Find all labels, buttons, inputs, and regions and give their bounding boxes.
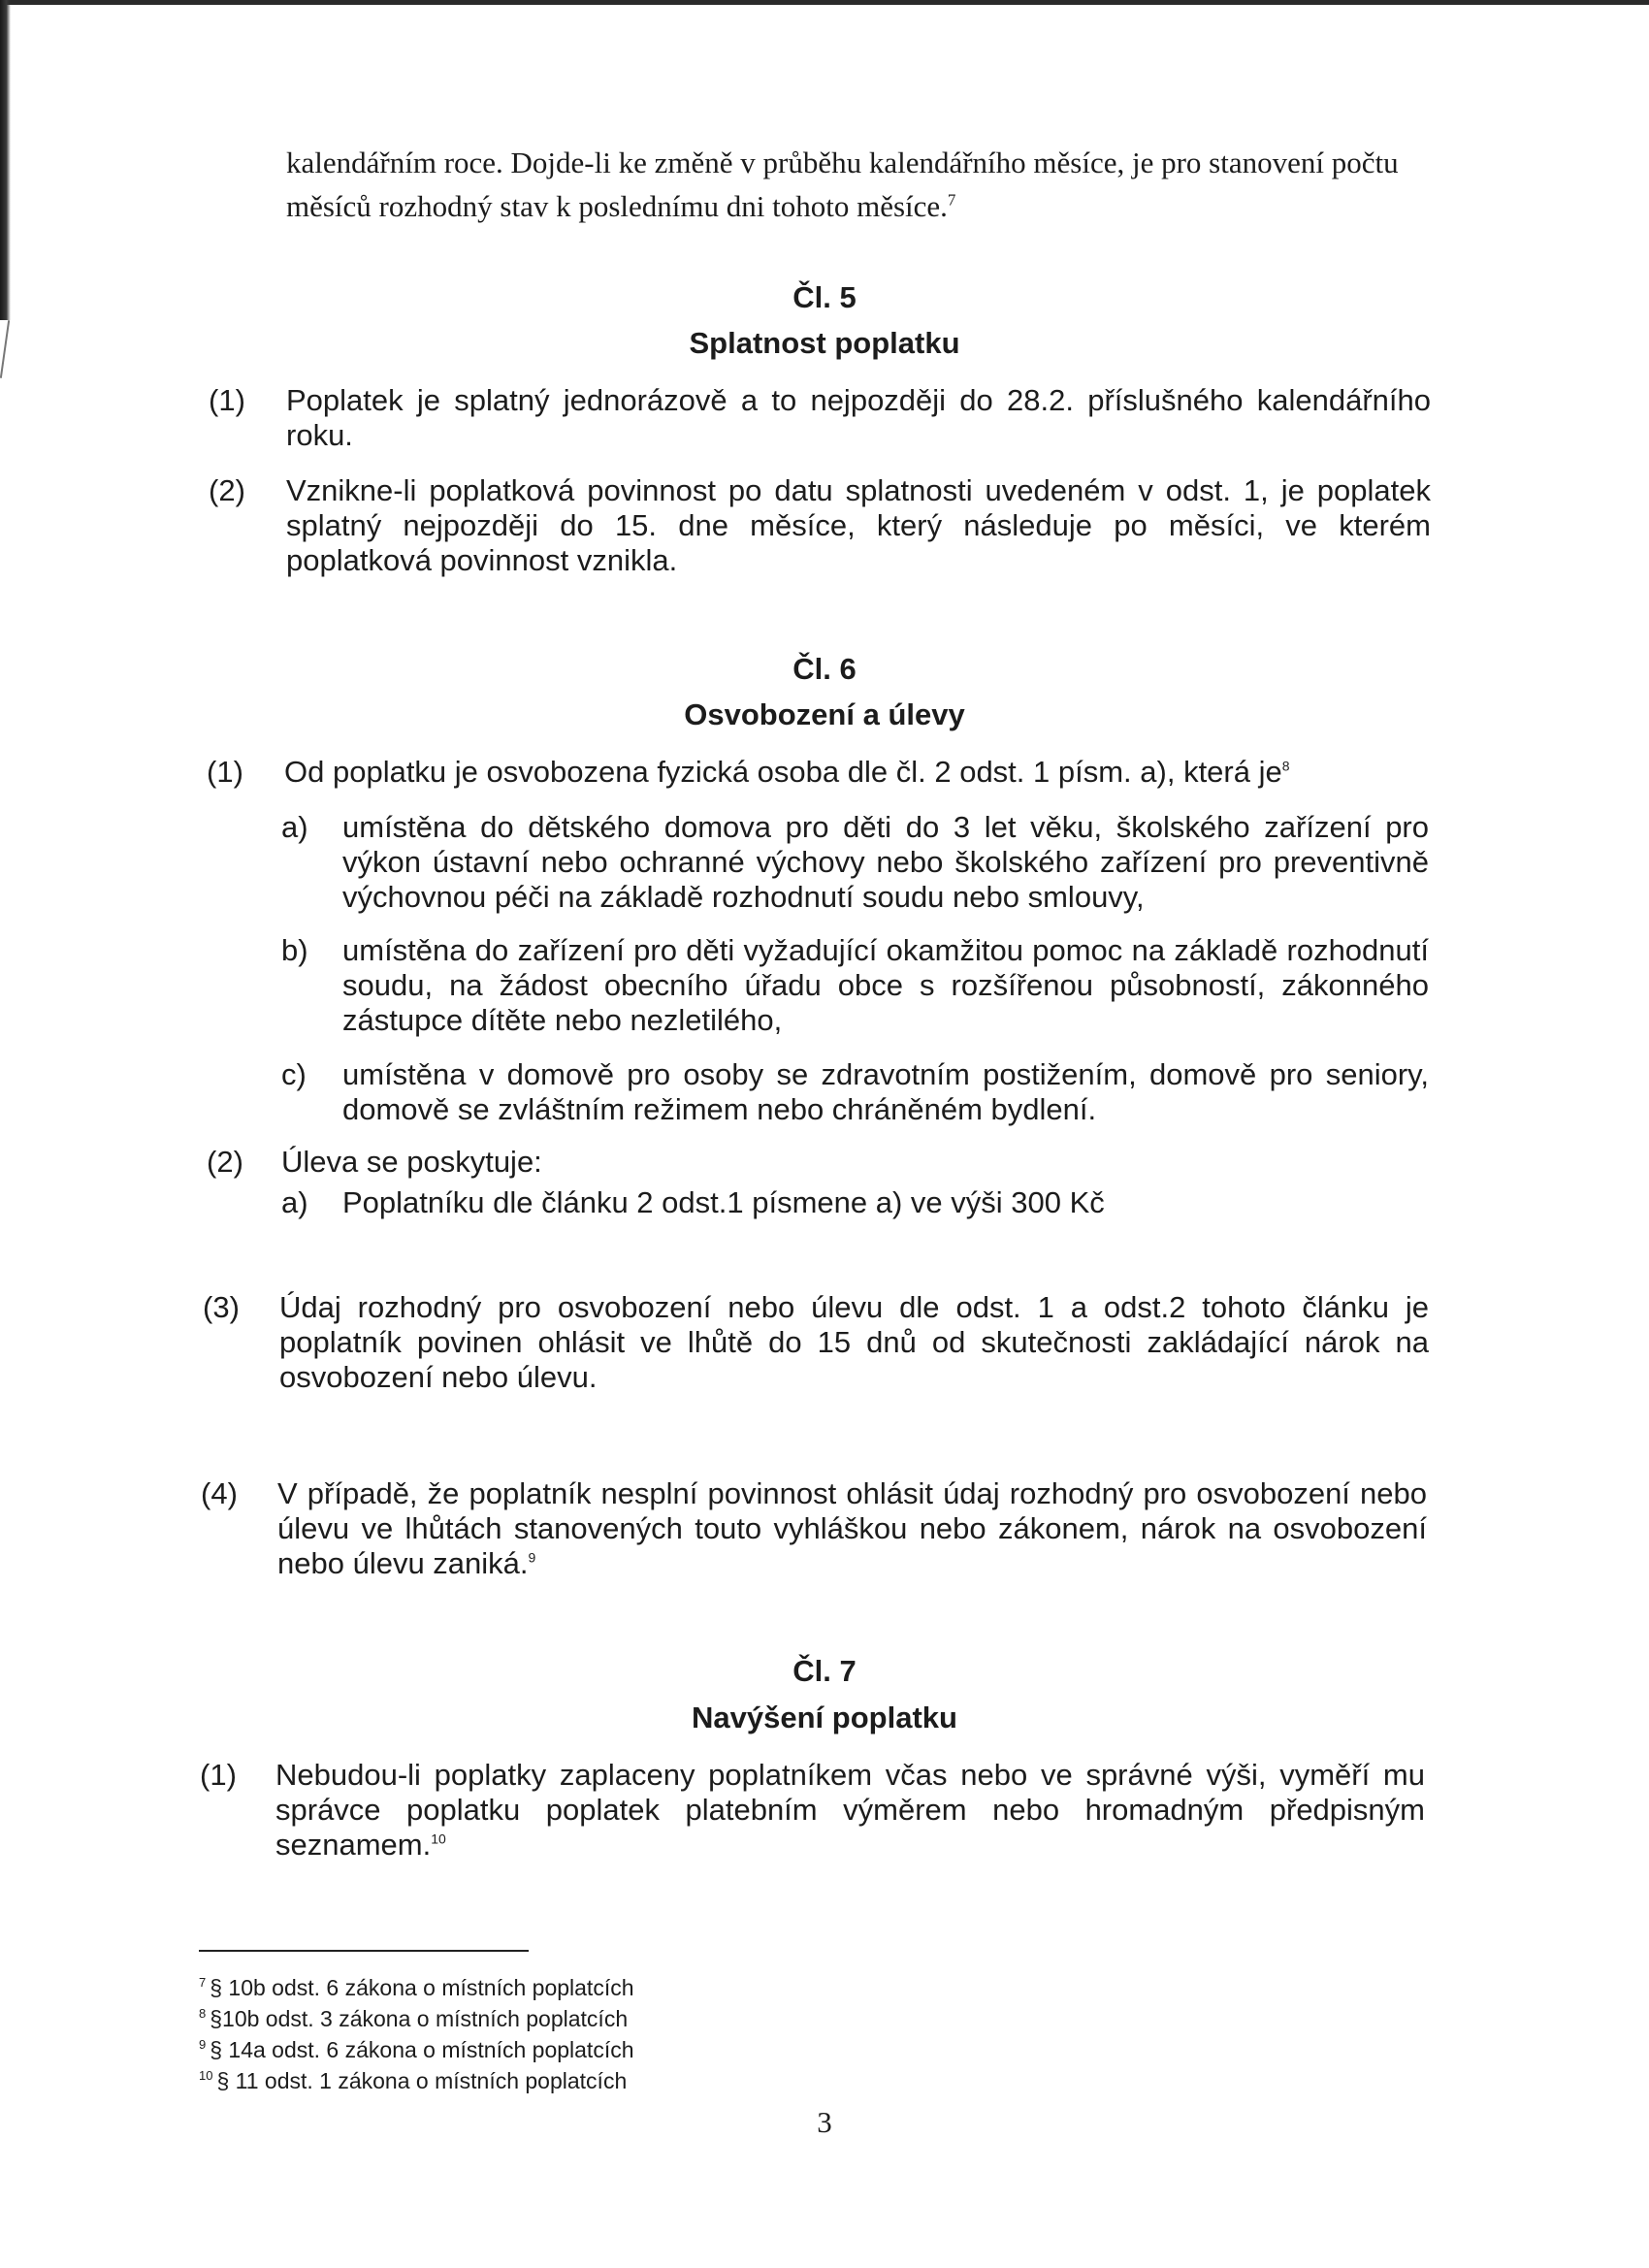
footnote-mark: 9 — [199, 2037, 207, 2053]
paragraph-number: (1) — [200, 1758, 237, 1792]
paragraph-number: (4) — [201, 1476, 238, 1510]
footnote-text: § 11 odst. 1 zákona o místních poplatcích — [216, 2068, 628, 2093]
paragraph-number: (2) — [207, 1145, 243, 1179]
footnote — [199, 1973, 634, 2002]
footnote — [199, 2066, 627, 2095]
footnote-ref: 10 — [431, 1831, 446, 1847]
list-item-label: c) — [281, 1057, 307, 1091]
page-number: 3 — [817, 2105, 832, 2139]
paragraph-text-body: V případě, že poplatník nesplní povinnost ohlásit údaj rozhodný pro osvobození nebo úlevu ve lhůtách stanovených touto vyhláškou nebo zákonem, nárok na osvobození nebo úlevu zaniká. — [277, 1476, 1427, 1580]
paragraph-text: Úleva se poskytuje: — [281, 1145, 542, 1179]
paragraph-number: (1) — [209, 383, 245, 417]
article-number: Čl. 5 — [792, 280, 857, 314]
paragraph-text — [275, 1758, 1425, 1863]
paragraph-text: Poplatek je splatný jednorázově a to nejpozději do 28.2. příslušného kalendářního roku. — [286, 383, 1431, 452]
list-item-label: a) — [281, 810, 308, 844]
scan-edge-top — [0, 0, 1649, 5]
footnote-text: § 14a odst. 6 zákona o místních poplatcích — [210, 2037, 634, 2062]
paragraph-text-body: Nebudou-li poplatky zaplaceny poplatníkem včas nebo ve správné výši, vyměří mu správce poplatku poplatek platebním výměrem nebo hromadným předpisným seznamem. — [275, 1758, 1425, 1862]
paragraph-number: (1) — [207, 755, 243, 789]
footnote-ref: 7 — [947, 190, 956, 210]
list-item-text: umístěna v domově pro osoby se zdravotním postižením, domově pro seniory, domově se zvláštním režimem nebo chráněném bydlení. — [342, 1057, 1429, 1126]
footnote-text: § 10b odst. 6 zákona o místních poplatcích — [210, 1975, 634, 2000]
footnote — [199, 2035, 634, 2064]
footnote-ref: 8 — [1281, 758, 1290, 774]
article-number: Čl. 6 — [792, 652, 857, 686]
list-item-label: b) — [281, 933, 308, 967]
paragraph-text — [284, 755, 1429, 790]
paragraph-text — [277, 1476, 1427, 1581]
intro-text: kalendářním roce. Dojde-li ke změně v průběhu kalendářního měsíce, je pro stanovení počtu měsíců rozhodný stav k poslednímu dni tohoto měsíce. — [286, 146, 1399, 223]
list-item-text: umístěna do zařízení pro děti vyžadující okamžitou pomoc na základě rozhodnutí soudu, na žádost obecního úřadu obce s rozšířenou působností, zákonného zástupce dítěte nebo nezletilého, — [342, 933, 1429, 1037]
paragraph-text: Vznikne-li poplatková povinnost po datu splatnosti uvedeném v odst. 1, je poplatek splatný nejpozději do 15. dne měsíce, který následuje po měsíci, ve kterém poplatková povinnost vznikla. — [286, 473, 1431, 577]
paragraph-number: (2) — [209, 473, 245, 507]
scan-edge-left — [0, 0, 11, 320]
paragraph-text-body: Od poplatku je osvobozena fyzická osoba dle čl. 2 odst. 1 písm. a), která je — [284, 755, 1282, 789]
article-title: Splatnost poplatku — [689, 326, 960, 360]
article-title: Navýšení poplatku — [692, 1701, 957, 1734]
footnote-mark: 8 — [199, 2006, 207, 2022]
list-item-label: a) — [281, 1185, 308, 1219]
footnote-ref: 9 — [528, 1549, 536, 1566]
intro-paragraph — [286, 141, 1436, 228]
footnote-mark: 7 — [199, 1975, 207, 1991]
footnote-separator — [199, 1950, 529, 1952]
footnote-text: §10b odst. 3 zákona o místních poplatcích — [210, 2006, 629, 2031]
list-item-text: umístěna do dětského domova pro děti do 3 let věku, školského zařízení pro výkon ústavní nebo ochranné výchovy nebo školského zařízení pro preventivně výchovnou péči na základě rozhodnutí soudu nebo smlouvy, — [342, 810, 1429, 914]
list-item-text: Poplatníku dle článku 2 odst.1 písmene a) ve výši 300 Kč — [342, 1185, 1105, 1219]
footnote — [199, 2004, 628, 2033]
paragraph-text: Údaj rozhodný pro osvobození nebo úlevu dle odst. 1 a odst.2 tohoto článku je poplatník povinen ohlásit ve lhůtě do 15 dnů od skutečnosti zakládající nárok na osvobození nebo úlevu. — [279, 1290, 1429, 1394]
article-title: Osvobození a úlevy — [684, 697, 965, 731]
footnote-mark: 10 — [199, 2068, 213, 2084]
paragraph-number: (3) — [203, 1290, 240, 1324]
article-number: Čl. 7 — [792, 1654, 857, 1688]
